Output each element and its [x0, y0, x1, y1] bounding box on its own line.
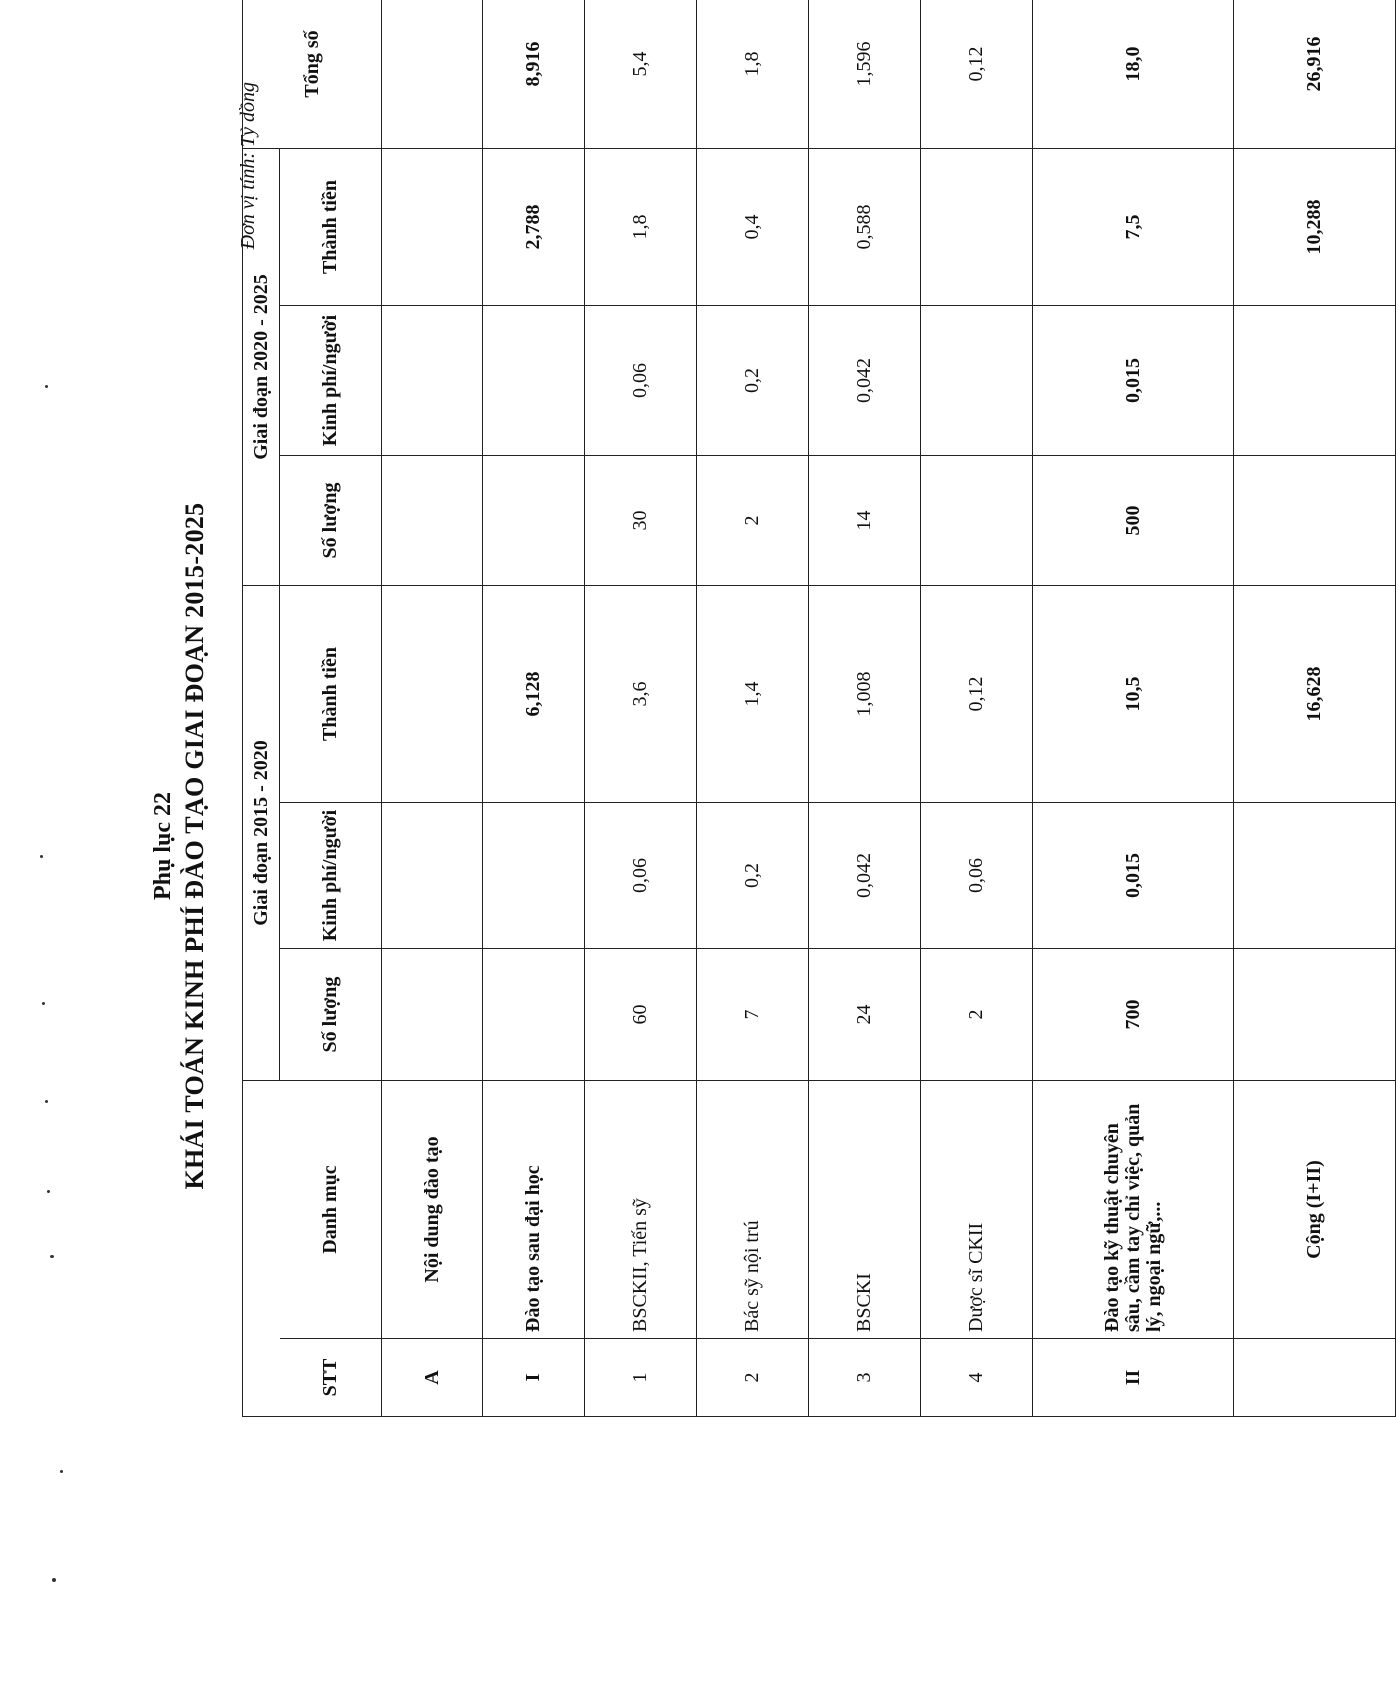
- table-row: [809, 0, 921, 1417]
- cell-thanh-tien-2: 10,288: [1234, 148, 1396, 305]
- cell-so-luong-2: [1234, 455, 1396, 585]
- cell-thanh-tien-1: 10,5: [1033, 585, 1234, 802]
- cell-total: 26,916: [1234, 0, 1396, 148]
- cell-name: BSCKII, Tiến sỹ: [584, 1081, 696, 1339]
- table-row: [483, 0, 584, 1417]
- table-row: [382, 0, 483, 1417]
- cell-stt: [1234, 1339, 1396, 1417]
- cell-thanh-tien-2: 1,8: [584, 148, 696, 305]
- cell-kinh-phi-2: [1234, 305, 1396, 455]
- cell-kinh-phi-1: 0,042: [809, 803, 921, 949]
- cell-thanh-tien-1: 1,008: [809, 585, 921, 802]
- cell-stt: 1: [584, 1339, 696, 1417]
- cell-name: Đào tạo kỹ thuật chuyên sâu, cầm tay chỉ việc, quản lý, ngoại ngữ,...: [1033, 1081, 1234, 1339]
- cell-stt: II: [1033, 1339, 1234, 1417]
- cell-kinh-phi-2: 0,06: [584, 305, 696, 455]
- cell-stt: I: [483, 1339, 584, 1417]
- table-row: [1234, 0, 1396, 1417]
- cell-so-luong-1: 60: [584, 949, 696, 1081]
- cell-thanh-tien-1: 16,628: [1234, 585, 1396, 802]
- cell-stt: 2: [696, 1339, 808, 1417]
- cell-stt: A: [382, 1339, 483, 1417]
- cell-kinh-phi-1: 0,06: [584, 803, 696, 949]
- cell-so-luong-2: [483, 455, 584, 585]
- cell-kinh-phi-2: 0,2: [696, 305, 808, 455]
- cell-total: 1,8: [696, 0, 808, 148]
- cell-so-luong-1: [1234, 949, 1396, 1081]
- cell-stt: 3: [809, 1339, 921, 1417]
- main-title: KHÁI TOÁN KINH PHÍ ĐÀO TẠO GIAI ĐOẠN 2015-2025: [180, 502, 209, 1190]
- cell-kinh-phi-2: 0,042: [809, 305, 921, 455]
- cell-thanh-tien-2: [921, 148, 1033, 305]
- header-stt: STT: [280, 1339, 382, 1417]
- cell-so-luong-1: [483, 949, 584, 1081]
- cell-total: 18,0: [1033, 0, 1234, 148]
- cell-name: Cộng (I+II): [1234, 1081, 1396, 1339]
- cell-so-luong-2: [921, 455, 1033, 585]
- header-kinh-phi-1: Kinh phí/người: [280, 803, 382, 949]
- cell-thanh-tien-1: 6,128: [483, 585, 584, 802]
- cell-kinh-phi-1: 0,06: [921, 803, 1033, 949]
- cell-total: 0,12: [921, 0, 1033, 148]
- table-row: [696, 0, 808, 1417]
- cell-kinh-phi-1: [1234, 803, 1396, 949]
- cell-kinh-phi-1: [483, 803, 584, 949]
- header-blank: [243, 1081, 280, 1417]
- header-danh-muc: Danh mục: [280, 1081, 382, 1339]
- header-period-2: Giai đoạn 2020 - 2025: [243, 148, 280, 585]
- header-so-luong-2: Số lượng: [280, 455, 382, 585]
- budget-table: [242, 0, 1396, 1417]
- header-thanh-tien-1: Thành tiền: [280, 585, 382, 802]
- header-kinh-phi-2: Kinh phí/người: [280, 305, 382, 455]
- cell-kinh-phi-2: [382, 305, 483, 455]
- cell-so-luong-1: 24: [809, 949, 921, 1081]
- cell-thanh-tien-2: [382, 148, 483, 305]
- cell-thanh-tien-1: 0,12: [921, 585, 1033, 802]
- cell-so-luong-2: 2: [696, 455, 808, 585]
- cell-kinh-phi-2: 0,015: [1033, 305, 1234, 455]
- cell-so-luong-2: 30: [584, 455, 696, 585]
- cell-thanh-tien-2: 0,588: [809, 148, 921, 305]
- cell-so-luong-1: [382, 949, 483, 1081]
- cell-kinh-phi-1: 0,015: [1033, 803, 1234, 949]
- cell-kinh-phi-1: 0,2: [696, 803, 808, 949]
- cell-total: 5,4: [584, 0, 696, 148]
- table-row: [584, 0, 696, 1417]
- cell-thanh-tien-2: 7,5: [1033, 148, 1234, 305]
- unit-note: Đơn vị tính: Tỷ đồng: [237, 82, 259, 250]
- table-row: [1033, 0, 1234, 1417]
- cell-total: 8,916: [483, 0, 584, 148]
- cell-thanh-tien-2: 0,4: [696, 148, 808, 305]
- header-so-luong-1: Số lượng: [280, 949, 382, 1081]
- header-thanh-tien-2: Thành tiền: [280, 148, 382, 305]
- cell-thanh-tien-2: 2,788: [483, 148, 584, 305]
- cell-name: Bác sỹ nội trú: [696, 1081, 808, 1339]
- appendix-title: Phụ lục 22: [150, 791, 176, 901]
- header-total: Tổng số: [243, 0, 382, 148]
- cell-stt: 4: [921, 1339, 1033, 1417]
- cell-thanh-tien-1: 1,4: [696, 585, 808, 802]
- cell-name: Đào tạo sau đại học: [483, 1081, 584, 1339]
- cell-total: [382, 0, 483, 148]
- cell-so-luong-2: 500: [1033, 455, 1234, 585]
- cell-kinh-phi-2: [921, 305, 1033, 455]
- cell-total: 1,596: [809, 0, 921, 148]
- cell-name: Dược sĩ CKII: [921, 1081, 1033, 1339]
- cell-so-luong-2: 14: [809, 455, 921, 585]
- cell-name: BSCKI: [809, 1081, 921, 1339]
- cell-kinh-phi-1: [382, 803, 483, 949]
- header-period-1: Giai đoạn 2015 - 2020: [243, 585, 280, 1080]
- cell-thanh-tien-1: 3,6: [584, 585, 696, 802]
- cell-name: Nội dung đào tạo: [382, 1081, 483, 1339]
- cell-so-luong-2: [382, 455, 483, 585]
- cell-kinh-phi-2: [483, 305, 584, 455]
- cell-so-luong-1: 2: [921, 949, 1033, 1081]
- cell-so-luong-1: 7: [696, 949, 808, 1081]
- table-row: [921, 0, 1033, 1417]
- cell-thanh-tien-1: [382, 585, 483, 802]
- cell-so-luong-1: 700: [1033, 949, 1234, 1081]
